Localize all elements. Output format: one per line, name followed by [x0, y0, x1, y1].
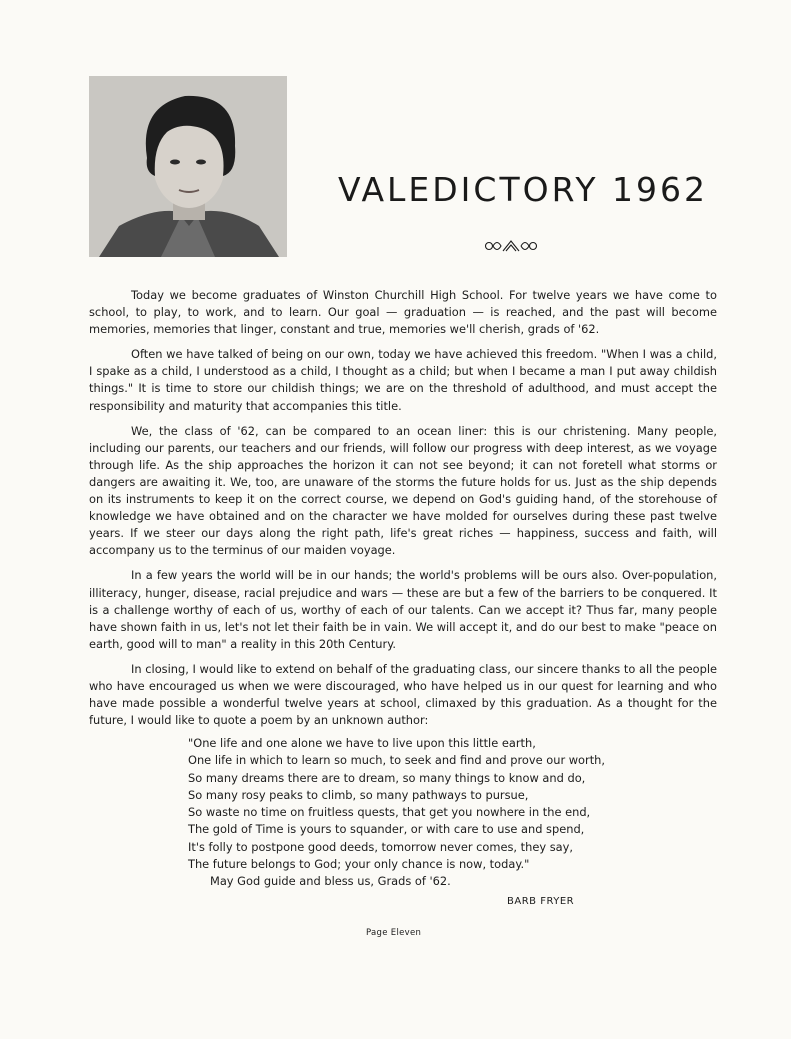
page-number: Page Eleven	[366, 928, 422, 938]
poem-line: The future belongs to God; your only chance is now, today."	[188, 857, 530, 872]
paragraph: In a few years the world will be in our hands; the world's problems will be ours also. Over-population, illiteracy, hunger, disease, racial prejudice and wars — these are but a few of the barriers to be conquered. It is a challenge worthy of each of us, worthy of each of our talents. Can we accept it? Thus far, many people have shown faith in us, let's not let their faith be in vain. We will accept it, and do our best to make "peace on earth, good will to man" a reality in this 20th Century.	[89, 568, 717, 651]
page-title: VALEDICTORY 1962	[338, 170, 709, 209]
poem-line: "One life and one alone we have to live upon this little earth,	[188, 736, 536, 750]
poem-line: So many dreams there are to dream, so many things to know and do,	[188, 770, 586, 785]
poem-line: The gold of Time is yours to squander, or with care to use and spend,	[188, 822, 585, 837]
paragraph: In closing, I would like to extend on behalf of the graduating class, our sincere thanks to all the people who have encouraged us when we were discouraged, who have helped us in our quest for learning and who have made possible a wonderful twelve years at school, climaxed by this graduation. As a thought for the future, I would like to quote a poem by an unknown author:	[89, 661, 717, 728]
paragraph: Today we become graduates of Winston Churchill High School. For twelve years we have come to school, to play, to work, and to learn. Our goal — graduation — is reached, and the past will become memories, memories that linger, constant and true, memories we'll cherish, grads of '62.	[89, 288, 717, 337]
student-portrait-photo	[89, 76, 287, 257]
valedictory-speech	[89, 287, 717, 737]
quoted-poem	[188, 735, 668, 891]
poem-line: It's folly to postpone good deeds, tomorrow never comes, they say,	[188, 839, 574, 854]
poem-line: So waste no time on fruitless quests, that get you nowhere in the end,	[188, 805, 591, 820]
poem-line: So many rosy peaks to climb, so many pathways to pursue,	[188, 787, 529, 802]
poem-line: One life in which to learn so much, to seek and find and prove our worth,	[188, 753, 606, 768]
author-signature: BARB FRYER	[507, 896, 575, 907]
paragraph: Often we have talked of being on our own, today we have achieved this freedom. "When I was a child, I spake as a child, I understood as a child, I thought as a child; but when I became a man I put away childish things." It is time to store our childish things; we are on the threshold of adulthood, and must accept the responsibility and maturity that accompanies this title.	[89, 347, 717, 413]
paragraph: We, the class of '62, can be compared to an ocean liner: this is our christening. Many people, including our parents, our teachers and our friends, will follow our progress with deep interest, as we voyage through life. As the ship approaches the horizon it can not see beyond; it can not foretell what storms or dangers are awaiting it. We, too, are unaware of the storms the future holds for us. Just as the ship depends on its instruments to keep it on the correct course, we depend on God's guiding hand, of the storehouse of knowledge we have obtained and on the character we have molded for ourselves during these past twelve years. If we steer our days along the right path, life's great riches — happiness, success and faith, will accompany us to the terminus of our maiden voyage.	[89, 423, 717, 558]
closing-blessing: May God guide and bless us, Grads of '62.	[210, 874, 451, 889]
decorative-ornament-icon	[483, 237, 539, 255]
